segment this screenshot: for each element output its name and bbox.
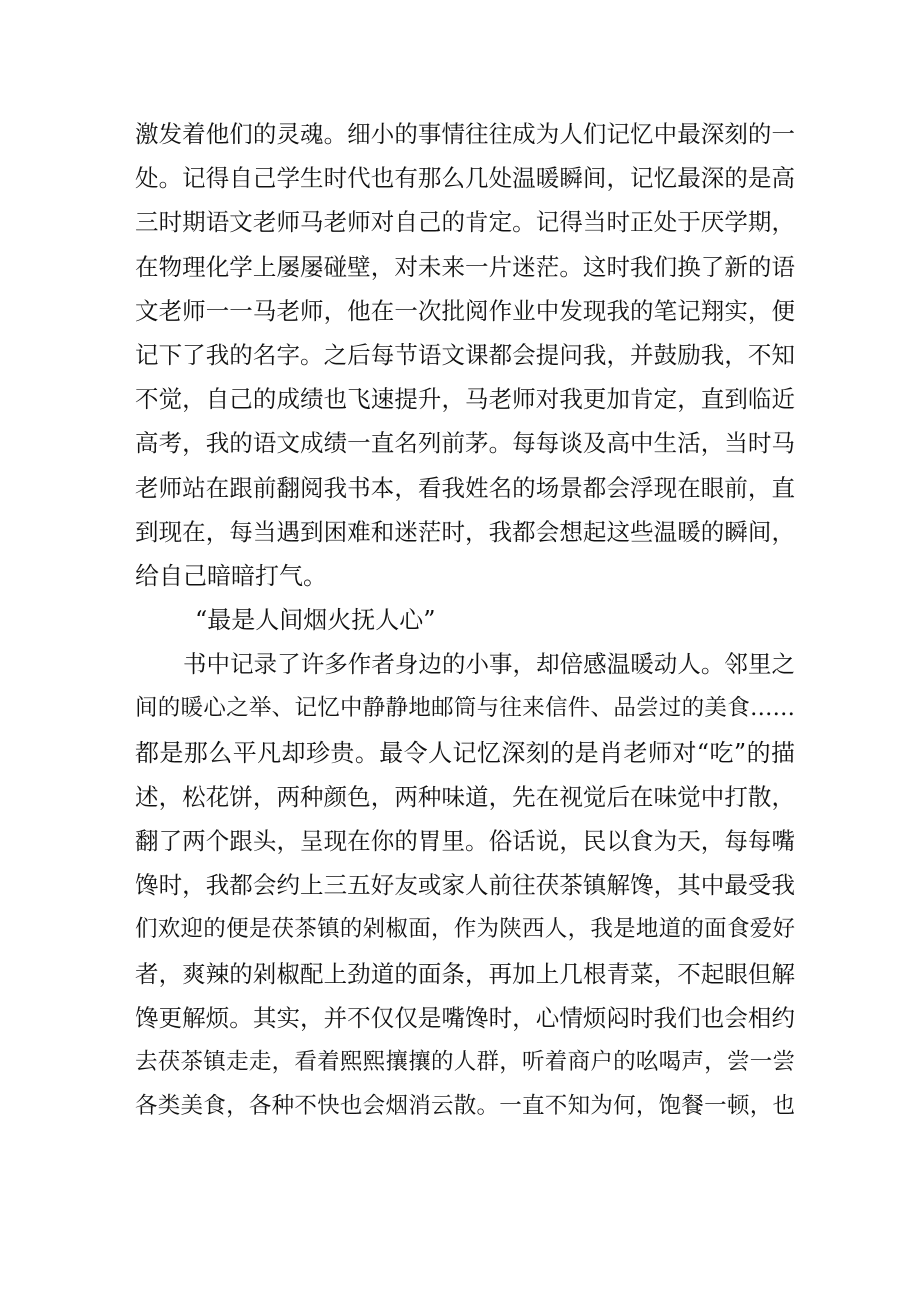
paragraph-2: [135, 642, 795, 1128]
text-line: 高考，我的语文成绩一直名列前茅。每每谈及高中生活，当时马: [135, 429, 795, 458]
text-line: 处。记得自己学生时代也有那么几处温暖瞬间，记忆最深的是高: [135, 164, 795, 193]
text-line: 馋时，我都会约上三五好友或家人前往茯茶镇解馋，其中最受我: [135, 871, 795, 900]
text-line: 在物理化学上屡屡碰壁，对未来一片迷茫。这时我们换了新的语: [135, 252, 795, 281]
section-heading: “最是人间烟火抚人心”: [195, 606, 436, 635]
text-line: 翻了两个跟头，呈现在你的胃里。俗话说，民以食为天，每每嘴: [135, 827, 795, 855]
text-line: 者，爽辣的剁椒配上劲道的面条，再加上几根青菜，不起眼但解: [135, 959, 795, 988]
text-line: 不觉，自己的成绩也飞速提升，马老师对我更加肯定，直到临近: [135, 385, 795, 414]
text-line: 激发着他们的灵魂。细小的事情往往成为人们记忆中最深刻的一: [135, 120, 795, 148]
text-line: 到现在，每当遇到困难和迷茫时，我都会想起这些温暖的瞬间，: [135, 517, 795, 546]
text-line: 各类美食，各种不快也会烟消云散。一直不知为何，饱餐一顿，也: [135, 1093, 795, 1120]
text-line: 书中记录了许多作者身边的小事，却倍感温暖动人。邻里之: [183, 650, 795, 679]
text-line: 们欢迎的便是茯茶镇的剁椒面，作为陕西人，我是地道的面食爱好: [135, 916, 795, 943]
paragraph-1: [135, 112, 795, 598]
text-line: 给自己暗暗打气。: [135, 561, 327, 590]
text-line: 间的暖心之举、记忆中静静地邮筒与往来信件、品尝过的美食……: [135, 695, 795, 722]
body-text: [135, 112, 795, 1128]
text-line: 述，松花饼，两种颜色，两种味道，先在视觉后在味觉中打散，: [135, 782, 795, 811]
text-line: 馋更解烦。其实，并不仅仅是嘴馋时，心情烦闷时我们也会相约: [135, 1003, 795, 1032]
text-line: 去茯茶镇走走，看着熙熙攘攘的人群，听着商户的吆喝声，尝一尝: [135, 1048, 795, 1075]
text-line: 三时期语文老师马老师对自己的肯定。记得当时正处于厌学期，: [135, 208, 795, 237]
text-line: 记下了我的名字。之后每节语文课都会提问我，并鼓励我，不知: [135, 340, 795, 369]
text-line: 都是那么平凡却珍贵。最令人记忆深刻的是肖老师对“吃”的描: [135, 738, 795, 767]
text-line: 文老师一一马老师，他在一次批阅作业中发现我的笔记翔实，便: [135, 296, 795, 325]
text-line: 老师站在跟前翻阅我书本，看我姓名的场景都会浮现在眼前，直: [135, 473, 795, 502]
